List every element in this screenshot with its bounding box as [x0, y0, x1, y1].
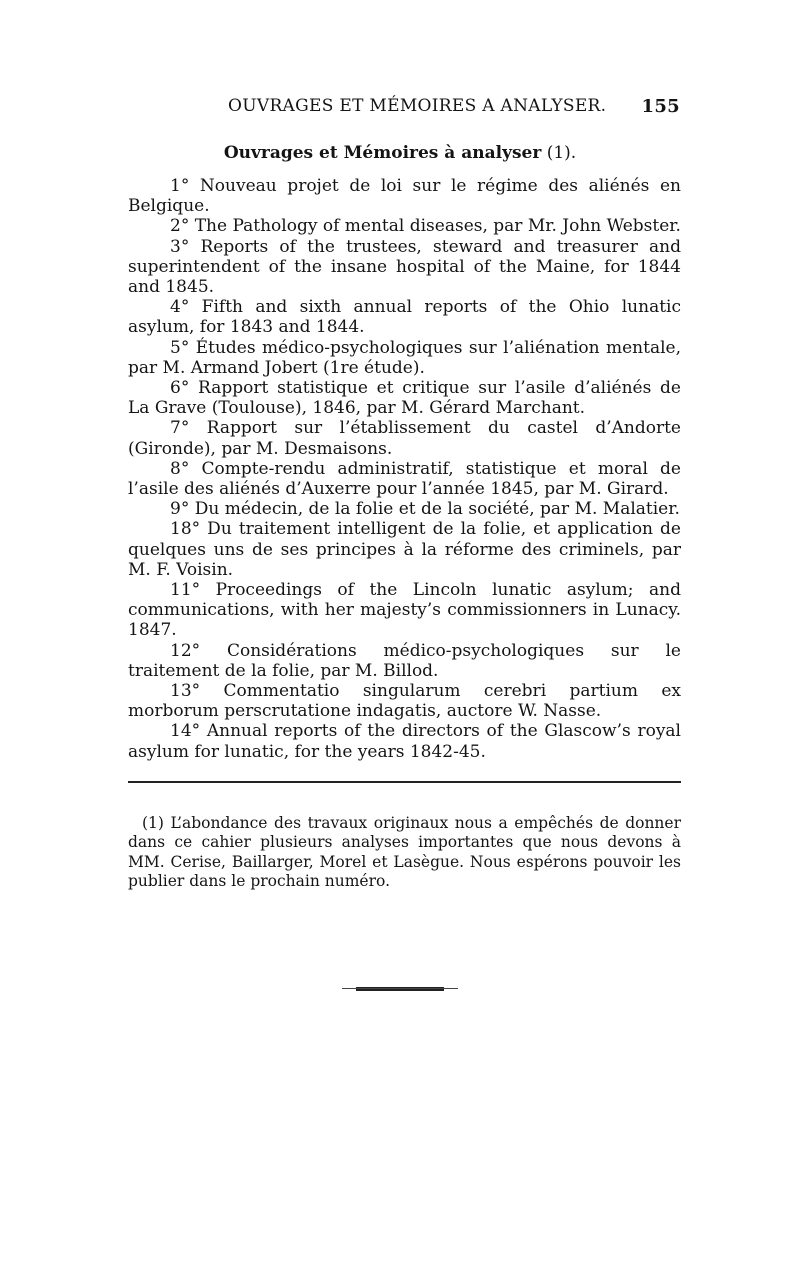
list-item: 8° Compte-rendu administratif, statistique et moral de l’asile des aliénés d’Auxerre pour l’année 1845, par M. Girard.	[128, 458, 681, 500]
list-item: 14° Annual reports of the directors of the Glascow’s royal asylum for lunatic, for the years 1842-45.	[128, 721, 681, 762]
footnote: (1) L’abondance des travaux originaux nous a empêchés de donner dans ce cahier plusieurs analyses importantes que nous devons à MM. Cerise, Baillarger, Morel et Lasègue. Nous espérons pouvoir les publier dans le prochain numéro.	[128, 813, 681, 890]
list-item: 18° Du traitement intelligent de la folie, et application de quelques uns de ses principes à la réforme des criminels, par M. F. Voisin.	[128, 519, 681, 580]
section-title-text: Ouvrages et Mémoires à analyser	[223, 143, 542, 163]
footnote-divider	[128, 781, 681, 783]
page-number: 155	[641, 96, 680, 117]
list-item: 2° The Pathology of mental diseases, par Mr. John Webster.	[170, 216, 681, 237]
end-ornament-rule	[356, 987, 444, 991]
list-item: 1° Nouveau projet de loi sur le régime des aliénés en Belgique.	[128, 176, 681, 217]
list-item: 5° Études médico-psychologiques sur l’aliénation mentale, par M. Armand Jobert (1re étude).	[128, 337, 681, 378]
list-item: 6° Rapport statistique et critique sur l’asile d’aliénés de La Grave (Toulouse), 1846, par M. Gérard Marchant.	[128, 378, 681, 419]
list-item: 3° Reports of the trustees, steward and treasurer and superintendent of the insane hospital of the Maine, for 1844 and 1845.	[128, 236, 681, 298]
running-title: OUVRAGES ET MÉMOIRES A ANALYSER.	[228, 96, 607, 116]
section-title	[0, 143, 800, 163]
list-item: 12° Considérations médico-psychologiques sur le traitement de la folie, par M. Billod.	[128, 640, 681, 681]
list-item: 11° Proceedings of the Lincoln lunatic asylum; and communications, with her majesty’s commissionners in Lunacy. 1847.	[128, 580, 681, 641]
entries-list	[128, 176, 681, 762]
list-item: 13° Commentatio singularum cerebri partium ex morborum perscrutatione indagatis, auctore W. Nasse.	[128, 681, 681, 722]
list-item: 9° Du médecin, de la folie et de la société, par M. Malatier.	[170, 499, 680, 520]
footnote-reference: (1).	[546, 143, 577, 163]
list-item: 4° Fifth and sixth annual reports of the Ohio lunatic asylum, for 1843 and 1844.	[128, 297, 681, 338]
list-item: 7° Rapport sur l’établissement du castel d’Andorte (Gironde), par M. Desmaisons.	[128, 418, 681, 459]
